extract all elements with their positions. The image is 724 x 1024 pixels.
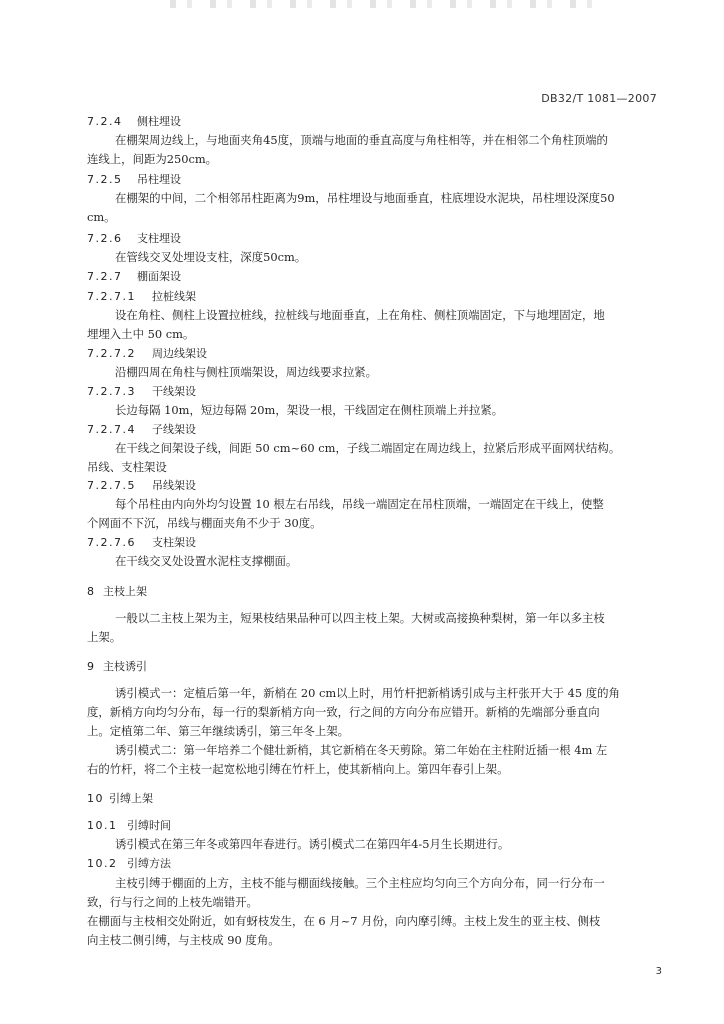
paragraph-line: 诱引模式二：第一年培养二个健壮新梢，其它新梢在冬天剪除。第二年始在主柱附近插一根 4m 左 [115,743,608,757]
paragraph-line: 上架。 [87,630,122,644]
paragraph-line: 上。定植第二年、第三年继续诱引，第三年冬上架。 [87,724,349,738]
paragraph-line: 度，新梢方向均匀分布，每一行的梨新梢方向一致，行之间的方向分布应错开。新梢的先端部分垂直向 [87,705,600,719]
paragraph-line: 向主枝二侧引缚，与主枝成 90 度角。 [87,933,280,947]
paragraph-line: 在干线交叉处设置水泥柱支撑棚面。 [115,554,298,568]
section-heading-7-2-7-2: 7.2.7.2 周边线架设 [87,347,207,360]
section-heading-7-2-5: 7.2.5 吊柱埋设 [87,173,181,186]
page-number: 3 [655,966,662,977]
section-heading-8: 8 主枝上架 [87,585,147,598]
paragraph-line: 埋埋入土中 50 cm。 [87,327,195,341]
section-heading-10: 10 引缚上架 [87,792,153,805]
paragraph-line: 诱引模式在第三年冬或第四年春进行。诱引模式二在第四年4-5月生长期进行。 [115,837,510,851]
section-heading-7-2-6: 7.2.6 支柱埋设 [87,232,181,245]
standard-number: DB32/T 1081—2007 [541,92,657,105]
section-heading-7-2-4: 7.2.4 侧柱埋设 [87,115,181,128]
paragraph-line: 主枝引缚于棚面的上方，主枝不能与棚面线接触。三个主柱应均匀向三个方向分布，同一行分布一 [115,876,605,890]
section-heading-7-2-7-4: 7.2.7.4 子线架设 [87,423,196,436]
paragraph-line: 沿棚四周在角柱与侧柱顶端架设，周边线要求拉紧。 [115,365,377,379]
paragraph-line: cm。 [87,210,116,224]
section-heading-7-2-7: 7.2.7 棚面架设 [87,270,181,283]
paragraph-line: 在管线交叉处埋设支柱，深度50cm。 [115,250,307,264]
section-heading-10-1: 10.1 引缚时间 [87,819,171,832]
section-heading-10-2: 10.2 引缚方法 [87,857,171,870]
paragraph-line: 长边每隔 10m，短边每隔 20m，架设一根，干线固定在侧柱顶端上并拉紧。 [115,403,504,417]
paragraph-line: 右的竹杆，将二个主枝一起宽松地引缚在竹杆上，使其新梢向上。第四年春引上架。 [87,762,509,776]
section-heading-7-2-7-1: 7.2.7.1 拉桩线架 [87,290,196,303]
section-heading-7-2-7-6: 7.2.7.6 支柱架设 [87,536,196,549]
section-heading-7-2-7-3: 7.2.7.3 干线架设 [87,385,196,398]
section-heading-9: 9 主枝诱引 [87,660,147,673]
paragraph-line: 个网面不下沉，吊线与棚面夹角不少于 30度。 [87,516,322,530]
paragraph-line: 一般以二主枝上架为主，短果枝结果品种可以四主枝上架。大树或高接换种梨树，第一年以多主枝 [115,611,605,625]
paragraph-line: 每个吊柱由内向外均匀设置 10 根左右吊线，吊线一端固定在吊柱顶端，一端固定在干线上，使整 [115,497,604,511]
paragraph-line: 吊线、支柱架设 [87,460,167,474]
paragraph-line: 设在角柱、侧柱上设置拉桩线，拉桩线与地面垂直，上在角柱、侧柱顶端固定，下与地埋固定，地 [115,308,605,322]
paragraph-line: 在棚面与主枝相交处附近，如有蚜枝发生，在 6 月~7 月份，向内摩引缚。主枝上发生的亚主枝、侧枝 [87,914,601,928]
paragraph-line: 在棚架的中间，二个相邻吊柱距离为9m，吊柱埋设与地面垂直，柱底埋设水泥块，吊柱埋设深度50 [115,191,615,205]
paragraph-line: 在棚架周边线上，与地面夹角45度，顶端与地面的垂直高度与角柱相等，并在相邻二个角柱顶端的 [115,133,608,147]
paragraph-line: 连线上，间距为250cm。 [87,152,218,166]
paragraph-line: 在干线之间架设子线，间距 50 cm~60 cm，子线二端固定在周边线上，拉紧后形成平面网状结构。 [115,441,621,455]
paragraph-line: 致，行与行之间的上枝先端错开。 [87,895,258,909]
scan-artifact [170,0,600,8]
paragraph-line: 诱引模式一：定植后第一年，新梢在 20 cm以上时，用竹杆把新梢诱引成与主杆张开大于 45 度的角 [115,686,620,700]
section-heading-7-2-7-5: 7.2.7.5 吊线架设 [87,479,196,492]
